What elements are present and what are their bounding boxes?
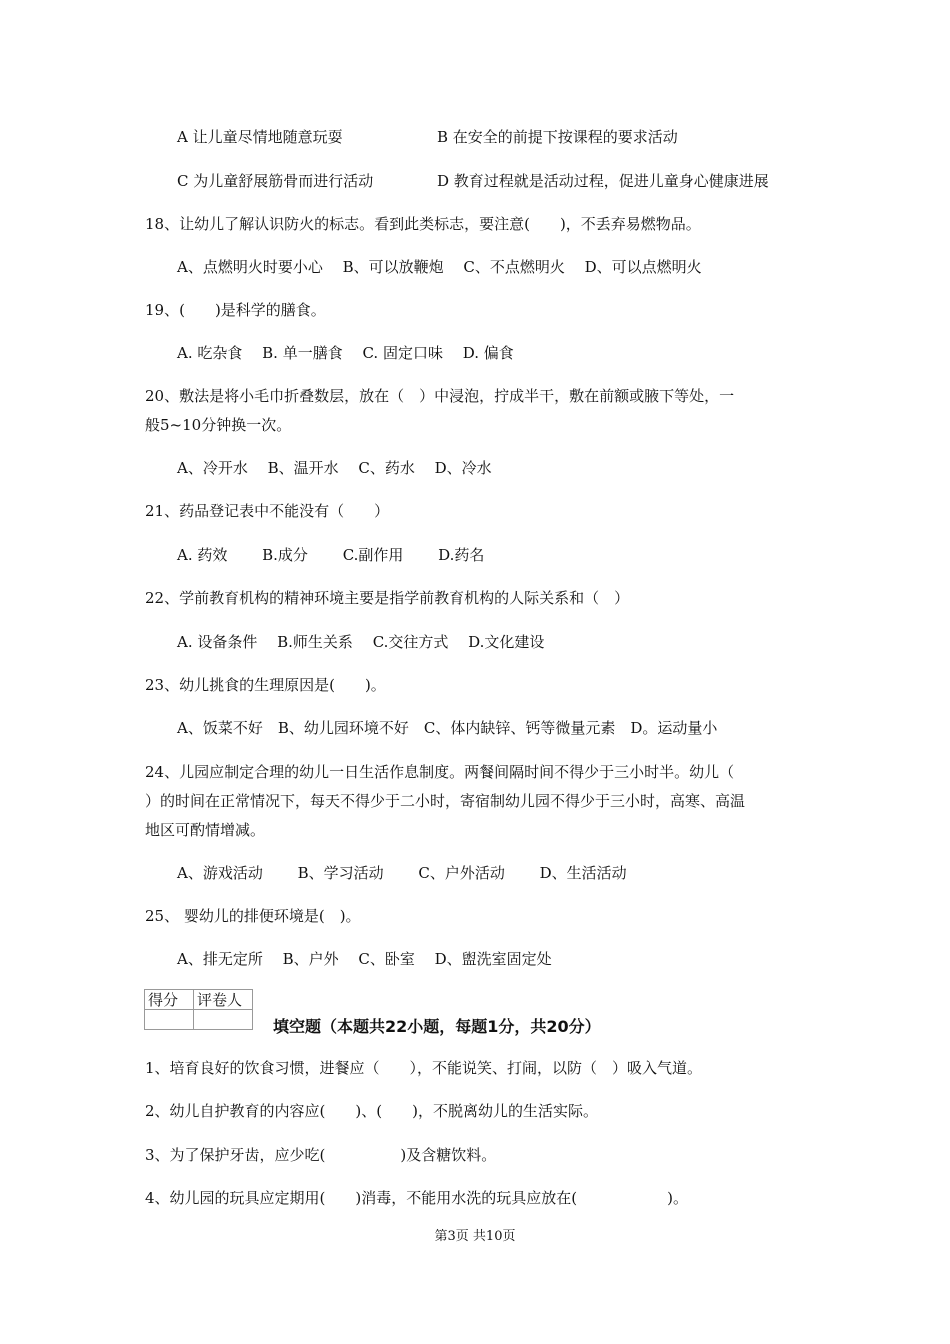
q24-text-line2: ）的时间在正常情况下，每天不得少于二小时，寄宿制幼儿园不得少于三小时，高寒、高温: [145, 792, 746, 810]
grader-header: 评卷人: [194, 990, 253, 1010]
q21-options: A. 药效 B.成分 C.副作用 D.药名: [177, 546, 485, 564]
page-footer: 第3页 共10页: [434, 1229, 516, 1244]
q20-text-line2: 般5~10分钟换一次。: [145, 416, 292, 434]
q17-option-d: D 教育过程就是活动过程，促进儿童身心健康进展: [437, 172, 769, 190]
q20-text-line1: 20、敷法是将小毛巾折叠数层，放在（ ）中浸泡，拧成半干，敷在前额或腋下等处，一: [145, 387, 735, 405]
score-cell: [145, 1010, 194, 1030]
q23-text: 23、幼儿挑食的生理原因是( )。: [145, 676, 386, 694]
score-header: 得分: [145, 990, 194, 1010]
q19-options: A. 吃杂食 B. 单一膳食 C. 固定口味 D. 偏食: [177, 344, 514, 362]
q25-text: 25、 婴幼儿的排便环境是( )。: [145, 907, 361, 925]
fill-question-2: 2、幼儿自护教育的内容应( )、( )，不脱离幼儿的生活实际。: [145, 1102, 598, 1120]
grader-cell: [194, 1010, 253, 1030]
q21-text: 21、药品登记表中不能没有（ ）: [145, 502, 390, 520]
fill-question-1: 1、培育良好的饮食习惯，进餐应（ ），不能说笑、打闹，以防（ ）吸入气道。: [145, 1059, 703, 1077]
q17-option-c: C 为儿童舒展筋骨而进行活动: [177, 172, 374, 190]
q23-options: A、饭菜不好 B、幼儿园环境不好 C、体内缺锌、钙等微量元素 D。运动量小: [177, 719, 718, 737]
section-title: 填空题（本题共22小题，每题1分，共20分）: [273, 1017, 601, 1036]
fill-question-3: 3、为了保护牙齿，应少吃( )及含糖饮料。: [145, 1146, 497, 1164]
fill-question-4: 4、幼儿园的玩具应定期用( )消毒，不能用水洗的玩具应放在( )。: [145, 1189, 688, 1207]
q19-text: 19、( )是科学的膳食。: [145, 301, 326, 319]
q22-text: 22、学前教育机构的精神环境主要是指学前教育机构的人际关系和（ ）: [145, 589, 630, 607]
q25-options: A、排无定所 B、户外 C、卧室 D、盥洗室固定处: [177, 950, 552, 968]
q22-options: A. 设备条件 B.师生关系 C.交往方式 D.文化建设: [177, 633, 545, 651]
q24-text-line3: 地区可酌情增减。: [145, 821, 266, 839]
q20-options: A、冷开水 B、温开水 C、药水 D、冷水: [177, 459, 492, 477]
q18-options: A、点燃明火时要小心 B、可以放鞭炮 C、不点燃明火 D、可以点燃明火: [177, 258, 702, 276]
q24-text-line1: 24、儿园应制定合理的幼儿一日生活作息制度。两餐间隔时间不得少于三小时半。幼儿（: [145, 763, 735, 781]
q17-option-b: B 在安全的前提下按课程的要求活动: [437, 128, 678, 146]
score-table: [144, 989, 253, 1030]
q18-text: 18、让幼儿了解认识防火的标志。看到此类标志，要注意( )，不丢弃易燃物品。: [145, 215, 701, 233]
q24-options: A、游戏活动 B、学习活动 C、户外活动 D、生活活动: [177, 864, 627, 882]
q17-option-a: A 让儿童尽情地随意玩耍: [177, 128, 343, 146]
